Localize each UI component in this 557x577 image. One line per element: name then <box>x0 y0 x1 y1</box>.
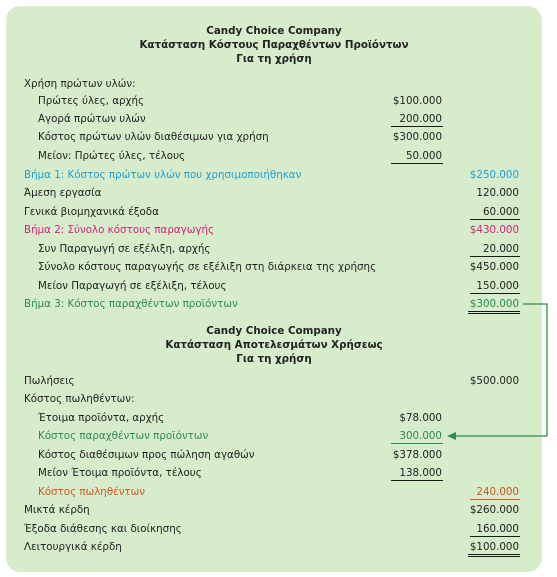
step3-value: $300.000 <box>469 298 519 310</box>
cogs-value: 240.000 <box>476 486 519 498</box>
goods-available-label: Κόστος διαθέσιμων προς πώληση αγαθών <box>38 449 255 461</box>
rm-beginning-label: Πρώτες ύλες, αρχής <box>38 95 145 107</box>
step2-label: Βήμα 2: Σύνολο κόστους παραγωγής <box>24 224 215 236</box>
total-wip-label: Σύνολο κόστους παραγωγής σε εξέλιξη στη διάρκεια της χρήσης <box>38 261 377 273</box>
fg-ending-value: 138.000 <box>399 467 442 479</box>
rm-available-label: Κόστος πρώτων υλών διαθέσιμων για χρήση <box>38 131 269 143</box>
step2-value: $430.000 <box>469 224 519 236</box>
fg-ending-label: Μείον Έτοιμα προϊόντα, τέλους <box>38 467 202 479</box>
cogm-title: Κατάσταση Κόστους Παραχθέντων Προϊόντων <box>139 39 409 51</box>
gross-profit-value: $260.000 <box>469 504 519 516</box>
is-title: Κατάσταση Αποτελεσμάτων Χρήσεως <box>165 339 383 351</box>
cogs-header: Κόστος πωληθέντων: <box>24 393 135 405</box>
operating-income-label: Λειτουργικά κέρδη <box>24 541 122 553</box>
wip-beginning-value: 20.000 <box>482 243 519 255</box>
is-period: Για τη χρήση <box>236 353 312 365</box>
cogm-value: 300.000 <box>399 430 442 442</box>
overhead-label: Γενικά βιομηχανικά έξοδα <box>24 206 159 218</box>
cogm-period: Για τη χρήση <box>236 53 312 65</box>
rm-ending-value: 50.000 <box>405 150 442 162</box>
sales-value: $500.000 <box>469 375 519 387</box>
wip-ending-value: 150.000 <box>476 280 519 292</box>
goods-available-value: $378.000 <box>392 449 442 461</box>
rm-purchases-label: Αγορά πρώτων υλών <box>38 113 146 125</box>
fg-beginning-value: $78.000 <box>399 412 442 424</box>
operating-income-value: $100.000 <box>469 541 519 553</box>
fg-beginning-label: Έτοιμα προϊόντα, αρχής <box>38 412 165 424</box>
wip-ending-label: Μείον Παραγωγή σε εξέλιξη, τέλους <box>38 280 227 292</box>
gross-profit-label: Μικτά κέρδη <box>24 504 90 516</box>
is-company-name: Candy Choice Company <box>206 325 342 337</box>
step3-label: Βήμα 3: Κόστος παραχθέντων προϊόντων <box>24 298 238 310</box>
sga-label: Έξοδα διάθεσης και διοίκησης <box>24 523 182 535</box>
step1-label: Βήμα 1: Κόστος πρώτων υλών που χρησιμοποιήθηκαν <box>24 169 302 181</box>
overhead-value: 60.000 <box>482 206 519 218</box>
cogm-label: Κόστος παραχθέντων προϊόντων <box>38 430 209 442</box>
raw-materials-header: Χρήση πρώτων υλών: <box>24 78 136 90</box>
cogs-label: Κόστος πωληθέντων <box>38 486 146 498</box>
direct-labor-value: 120.000 <box>476 187 519 199</box>
sales-label: Πωλήσεις <box>24 375 75 387</box>
rm-available-value: $300.000 <box>392 131 442 143</box>
wip-beginning-label: Συν Παραγωγή σε εξέλιξη, αρχής <box>38 243 211 255</box>
rm-beginning-value: $100.000 <box>392 95 442 107</box>
rm-ending-label: Μείον: Πρώτες ύλες, τέλους <box>38 150 186 162</box>
step1-value: $250.000 <box>469 169 519 181</box>
rm-purchases-value: 200.000 <box>399 113 442 125</box>
total-wip-value: $450.000 <box>469 261 519 273</box>
sga-value: 160.000 <box>476 523 519 535</box>
direct-labor-label: Άμεση εργασία <box>24 187 102 199</box>
cogm-company-name: Candy Choice Company <box>206 25 342 37</box>
